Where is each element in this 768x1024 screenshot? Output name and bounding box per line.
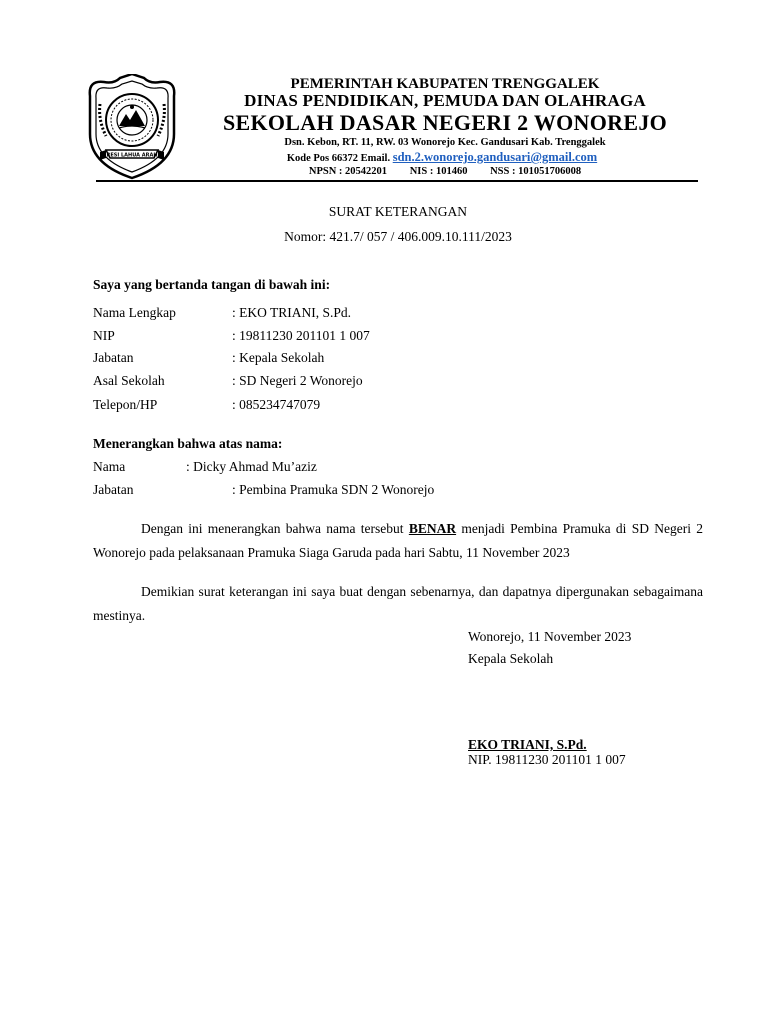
letterhead-school-name: SEKOLAH DASAR NEGERI 2 WONOREJO xyxy=(222,110,668,135)
field-value: : Pembina Pramuka SDN 2 Wonorejo xyxy=(232,482,435,497)
emphasis-benar: BENAR xyxy=(408,521,457,536)
body-paragraph: Dengan ini menerangkan bahwa nama tersebut BENAR menjadi Pembina Pramuka di SD Negeri 2 Wonorejo pada pelaksanaan Pramuka Siaga Garuda pada hari Sabtu, 11 November 2023 xyxy=(93,521,703,560)
field-value: : 085234747079 xyxy=(232,397,321,412)
svg-text:RESI LAHUA ARAH: RESI LAHUA ARAH xyxy=(106,152,158,159)
field-label: NIP xyxy=(93,328,115,343)
letter-title: SURAT KETERANGAN xyxy=(328,204,468,219)
closing-paragraph: Demikian surat keterangan ini saya buat dengan sebenarnya, dan dapatnya dipergunakan sebagaimana mestinya. xyxy=(93,584,703,623)
postal-code-label: Kode Pos 66372 Email. xyxy=(286,153,391,164)
letterhead-address: Dsn. Kebon, RT. 11, RW. 03 Wonorejo Kec. Gandusari Kab. Trenggalek xyxy=(284,137,606,148)
letterhead-contact xyxy=(180,150,704,165)
letter-number: Nomor: 421.7/ 057 / 406.009.10.111/2023 xyxy=(284,229,512,244)
signer-intro: Saya yang bertanda tangan di bawah ini: xyxy=(93,277,331,292)
field-label: Nama Lengkap xyxy=(93,305,176,320)
letterhead-department: DINAS PENDIDIKAN, PEMUDA DAN OLAHRAGA xyxy=(244,91,646,110)
letterhead-ids xyxy=(180,166,710,177)
field-value: : 19811230 201101 1 007 xyxy=(232,328,370,343)
npsn: NPSN : 20542201 xyxy=(308,166,388,177)
field-label: Telepon/HP xyxy=(93,397,158,412)
place-date: Wonorejo, 11 November 2023 xyxy=(468,629,632,644)
field-value: : EKO TRIANI, S.Pd. xyxy=(232,305,352,320)
letterhead-government: PEMERINTAH KABUPATEN TRENGGALEK xyxy=(290,76,600,92)
signer-name: EKO TRIANI, S.Pd. xyxy=(468,737,587,752)
email-link[interactable]: sdn.2.wonorejo.gandusari@gmail.com xyxy=(392,150,598,164)
field-label: Jabatan xyxy=(93,482,134,497)
field-label: Asal Sekolah xyxy=(93,373,165,388)
subject-intro: Menerangkan bahwa atas nama: xyxy=(93,436,283,451)
field-label: Jabatan xyxy=(93,350,134,365)
field-value: : Kepala Sekolah xyxy=(232,350,325,365)
signer-role: Kepala Sekolah xyxy=(468,651,554,666)
nss: NSS : 101051706008 xyxy=(490,166,582,177)
letterhead-divider xyxy=(96,180,698,182)
field-value: : SD Negeri 2 Wonorejo xyxy=(232,373,363,388)
nis: NIS : 101460 xyxy=(409,166,468,177)
field-label: Nama xyxy=(93,459,126,474)
signer-nip: NIP. 19811230 201101 1 007 xyxy=(468,752,626,767)
trenggalek-regency-emblem-icon xyxy=(84,74,180,180)
field-value: : Dicky Ahmad Mu’aziz xyxy=(186,459,317,474)
